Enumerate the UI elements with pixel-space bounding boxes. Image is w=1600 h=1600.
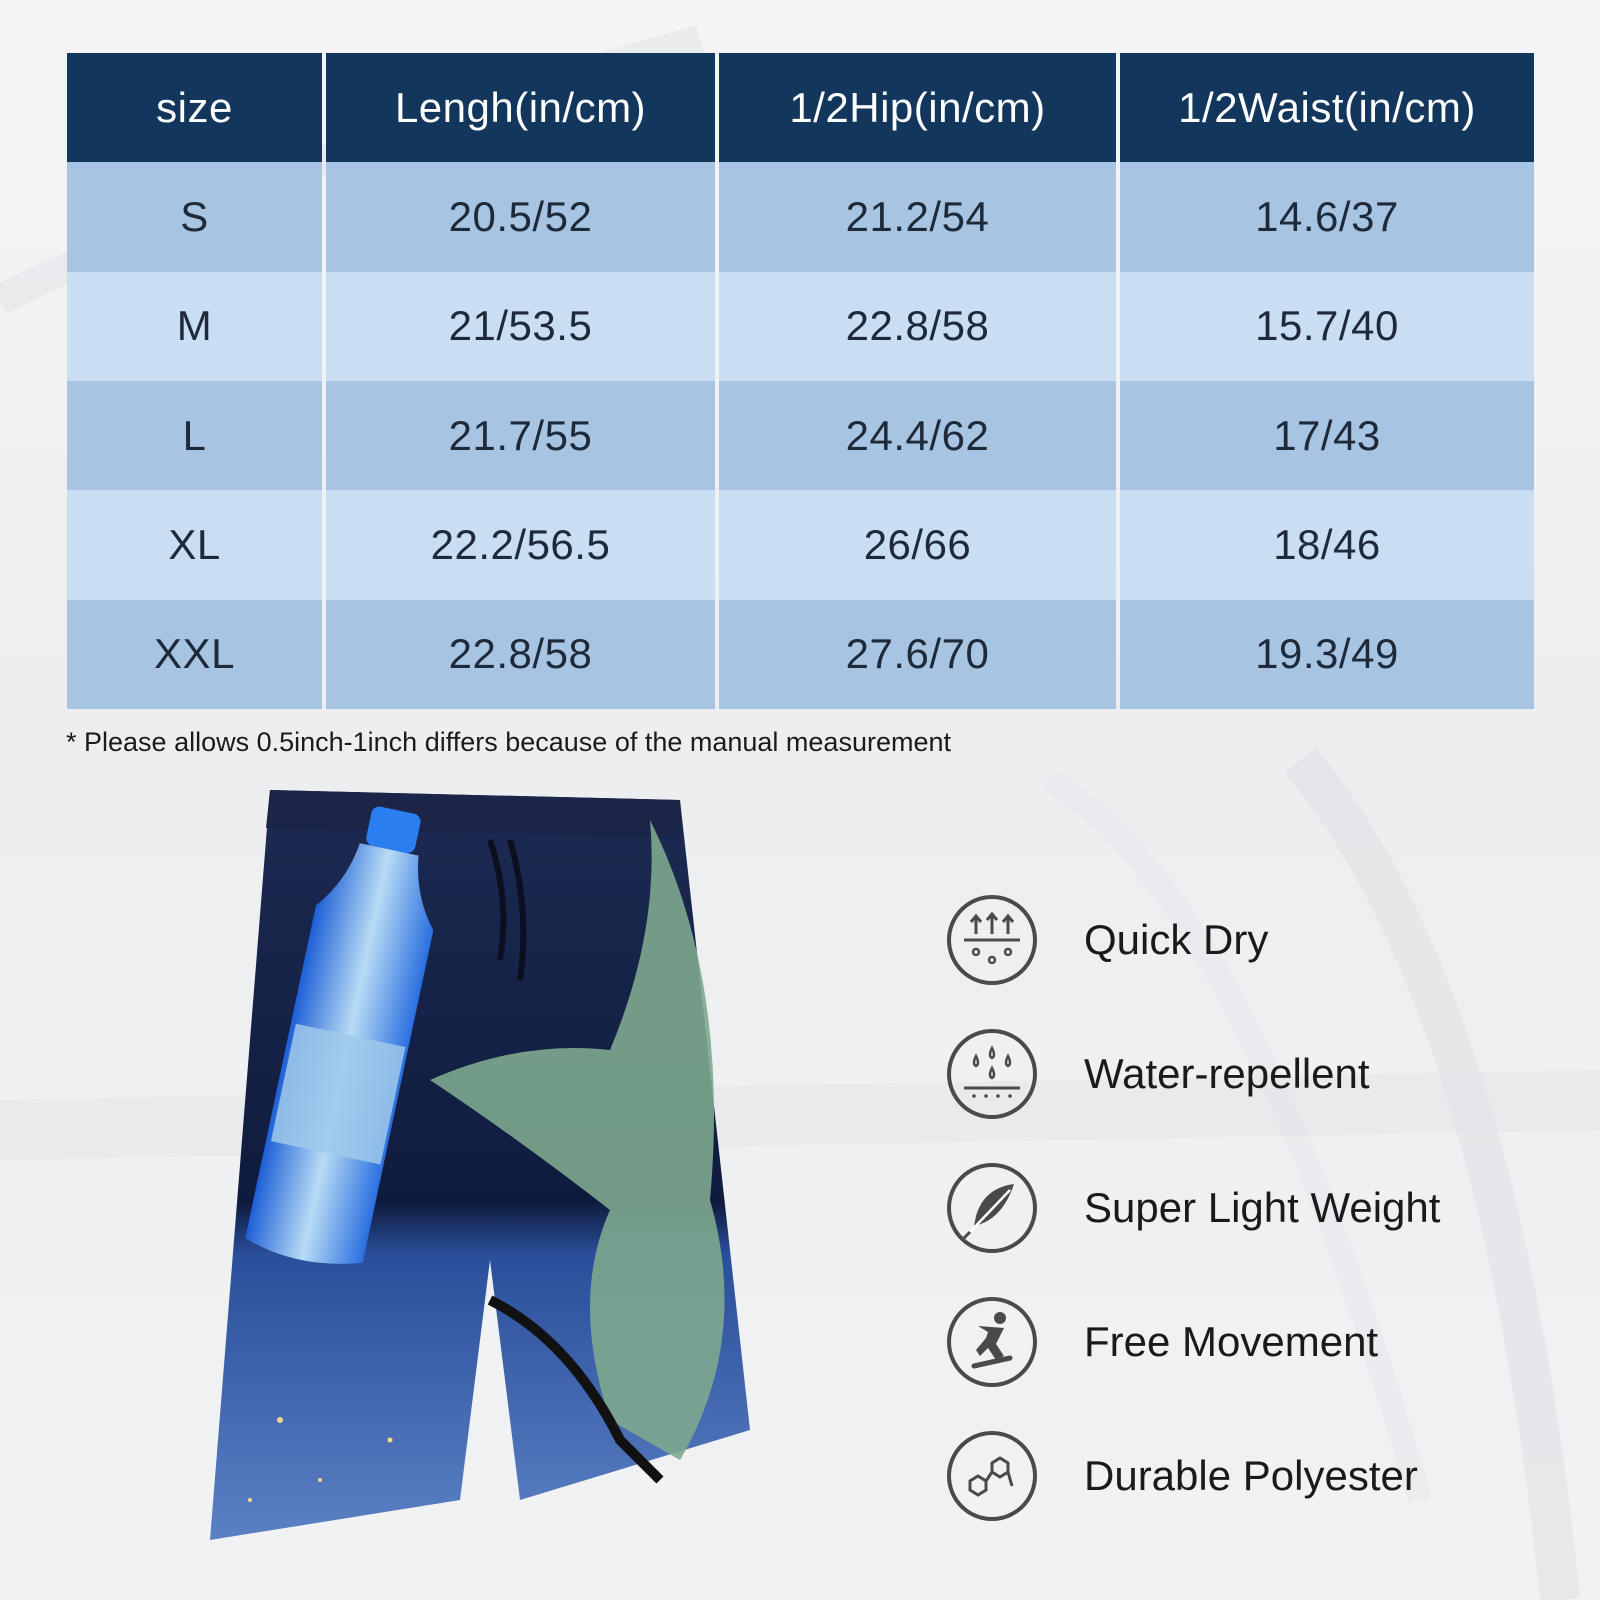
feature-label: Super Light Weight [1084,1184,1441,1231]
size-chart-table [67,53,1534,709]
table-cell: 21/53.5 [326,272,715,381]
feature-label: Free Movement [1084,1318,1379,1365]
feature-free-movement [944,1275,1564,1409]
feature-water-repellent [944,1007,1564,1141]
table-cell: M [67,272,322,381]
table-cell: 15.7/40 [1120,272,1534,381]
table-cell: 21.2/54 [719,162,1116,271]
feature-label: Quick Dry [1084,916,1269,963]
table-cell: 24.4/62 [719,381,1116,490]
board-shorts-image [190,780,770,1580]
table-cell: XXL [67,600,322,709]
quick-dry-icon [944,892,1040,988]
skater-icon [944,1294,1040,1390]
table-cell: 20.5/52 [326,162,715,271]
feature-label: Water-repellent [1084,1050,1370,1097]
table-cell: 17/43 [1120,381,1534,490]
feature-light-weight [944,1141,1564,1275]
header-half-hip: 1/2Hip(in/cm) [719,53,1116,162]
water-repellent-icon [944,1026,1040,1122]
feature-quick-dry [944,873,1564,1007]
table-cell: 22.8/58 [719,272,1116,381]
table-cell: S [67,162,322,271]
table-cell: L [67,381,322,490]
table-cell: 14.6/37 [1120,162,1534,271]
feature-label: Durable Polyester [1084,1452,1418,1499]
table-cell: XL [67,490,322,599]
table-cell: 26/66 [719,490,1116,599]
feature-list [944,873,1564,1543]
feature-durable-polyester [944,1409,1564,1543]
header-length: Lengh(in/cm) [326,53,715,162]
table-cell: 19.3/49 [1120,600,1534,709]
table-cell: 27.6/70 [719,600,1116,709]
feather-icon [944,1160,1040,1256]
hexagon-molecule-icon [944,1428,1040,1524]
table-cell: 18/46 [1120,490,1534,599]
table-cell: 22.8/58 [326,600,715,709]
table-cell: 21.7/55 [326,381,715,490]
table-cell: 22.2/56.5 [326,490,715,599]
header-size: size [67,53,322,162]
header-half-waist: 1/2Waist(in/cm) [1120,53,1534,162]
measurement-note: * Please allows 0.5inch-1inch differs because of the manual measurement [66,727,952,757]
